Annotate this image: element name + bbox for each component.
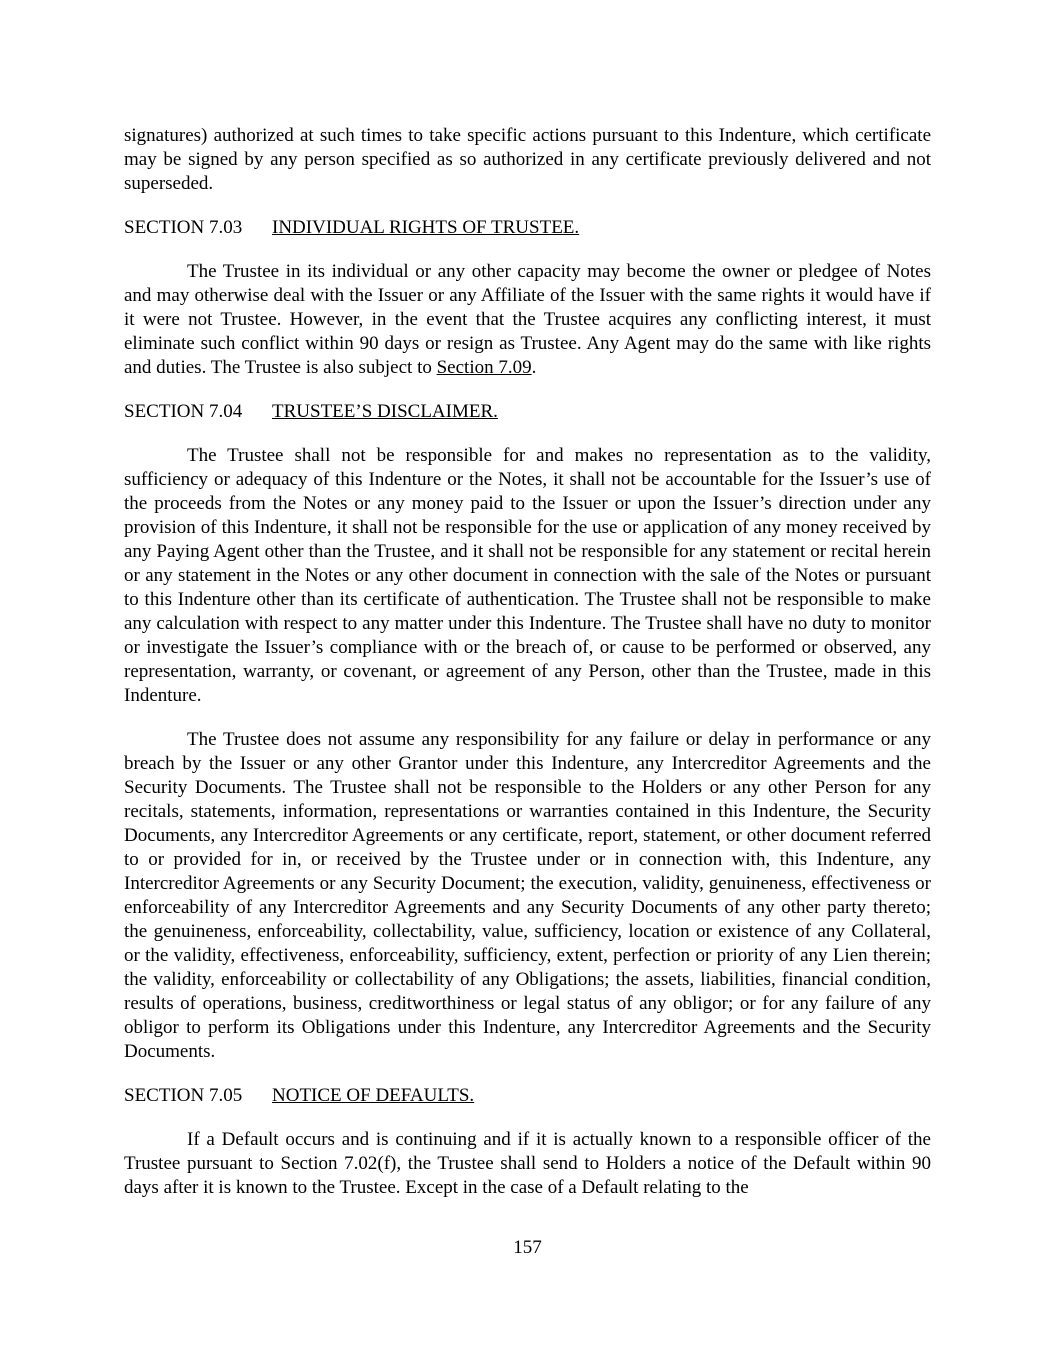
section-7-05-heading	[124, 1084, 931, 1108]
section-7-04-paragraph-2: The Trustee does not assume any responsibility for any failure or delay in performance or any breach by the Issuer or any other Grantor under this Indenture, any Intercreditor Agreements and the Security Documents. The Trustee shall not be responsible to the Holders or any other Person for any recitals, statements, information, representations or warranties contained in this Indenture, the Security Documents, any Intercreditor Agreements or any certificate, report, statement, or other document referred to or provided for in, or received by the Trustee under or in connection with, this Indenture, any Intercreditor Agreements or any Security Document; the execution, validity, genuineness, effectiveness or enforceability of any Intercreditor Agreements and any Security Documents of any other party thereto; the genuineness, enforceability, collectability, value, sufficiency, location or existence of any Collateral, or the validity, effectiveness, enforceability, sufficiency, extent, perfection or priority of any Lien therein; the validity, enforceability or collectability of any Obligations; the assets, liabilities, financial condition, results of operations, business, creditworthiness or legal status of any obligor; or for any failure of any obligor to perform its Obligations under this Indenture, any Intercreditor Agreements and the Security Documents.	[124, 729, 931, 1062]
section-7-04-paragraph-1: The Trustee shall not be responsible for and makes no representation as to the validity, sufficiency or adequacy of this Indenture or the Notes, it shall not be accountable for the Issuer’s use of the proceeds from the Notes or any money paid to the Issuer or upon the Issuer’s direction under any provision of this Indenture, it shall not be responsible for the use or application of any money received by any Paying Agent other than the Trustee, and it shall not be responsible for any statement or recital herein or any statement in the Notes or any other document in connection with the sale of the Notes or pursuant to this Indenture other than its certificate of authentication. The Trustee shall not be responsible to make any calculation with respect to any matter under this Indenture. The Trustee shall have no duty to monitor or investigate the Issuer’s compliance with or the breach of, or cause to be performed or observed, any representation, warranty, or covenant, or agreement of any Person, other than the Trustee, made in this Indenture.	[124, 445, 931, 706]
section-7-03-number: SECTION 7.03	[124, 217, 243, 238]
document-page	[124, 124, 931, 1200]
section-7-05-number: SECTION 7.05	[124, 1085, 243, 1106]
section-7-05-paragraph: If a Default occurs and is continuing and if it is actually known to a responsible officer of the Trustee pursuant to Section 7.02(f), the Trustee shall send to Holders a notice of the Default within 90 days after it is known to the Trustee. Except in the case of a Default relating to the	[124, 1129, 931, 1198]
section-7-03-text-end: .	[531, 357, 537, 378]
section-7-04-heading	[124, 400, 931, 424]
section-7-04-number: SECTION 7.04	[124, 401, 243, 422]
section-7-03-paragraph	[124, 260, 931, 380]
section-7-03-text: The Trustee in its individual or any other capacity may become the owner or pledgee of Notes and may otherwise deal with the Issuer or any Affiliate of the Issuer with the same rights it would have if it were not Trustee. However, in the event that the Trustee acquires any conflicting interest, it must eliminate such conflict within 90 days or resign as Trustee. Any Agent may do the same with like rights and duties. The Trustee is also subject to	[124, 261, 931, 378]
opening-paragraph: signatures) authorized at such times to take specific actions pursuant to this Indenture, which certificate may be signed by any person specified as so authorized in any certificate previously delivered and not superseded.	[124, 125, 931, 194]
section-7-05-title: NOTICE OF DEFAULTS.	[272, 1085, 475, 1106]
section-7-03-heading	[124, 216, 931, 240]
section-7-09-reference: Section 7.09	[436, 357, 532, 378]
section-7-04-title: TRUSTEE’S DISCLAIMER.	[272, 401, 498, 422]
page-number: 157	[513, 1237, 542, 1258]
section-7-03-title: INDIVIDUAL RIGHTS OF TRUSTEE.	[272, 217, 580, 238]
